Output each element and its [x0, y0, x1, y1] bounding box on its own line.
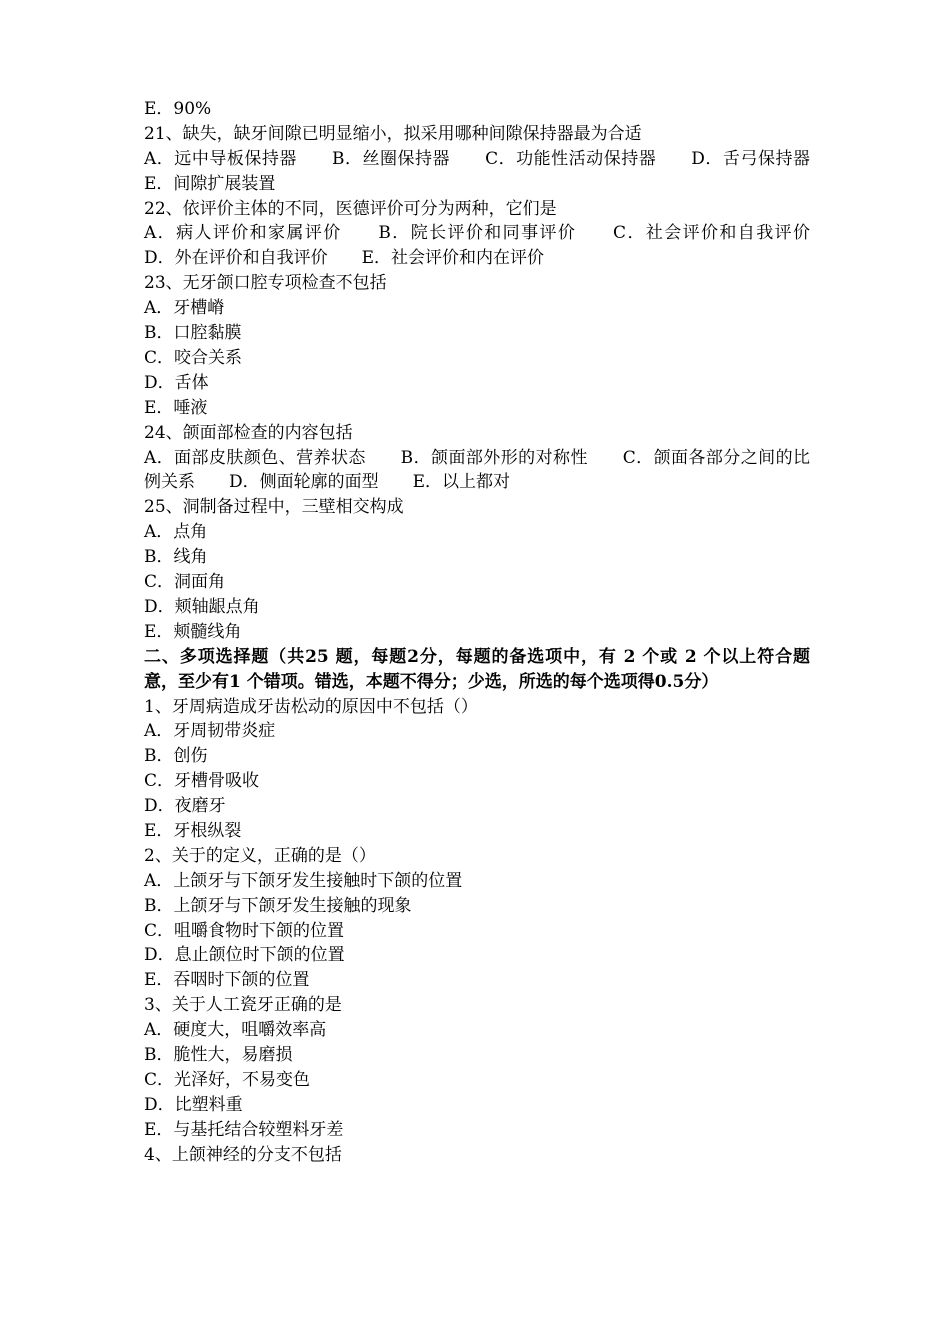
text-line: 2、关于的定义，正确的是（）	[144, 845, 376, 866]
option-paragraph: A．面部皮肤颜色、营养状态 B．颌面部外形的对称性 C．颌面各部分之间的比例关系 D．侧面轮廓的面型 E．以上都对	[144, 447, 810, 493]
text-line: A．上颌牙与下颌牙发生接触时下颌的位置	[144, 870, 463, 891]
text-line: D．息止颌位时下颌的位置	[144, 945, 345, 966]
text-line: 24、颌面部检查的内容包括	[144, 422, 353, 443]
text-line: 4、上颌神经的分支不包括	[144, 1144, 342, 1165]
section-heading: 二、多项选择题（共25 题，每题2分，每题的备选项中，有 2 个或 2 个以上符合题意，至少有1 个错项。错选，本题不得分；少选，所选的每个选项得0.5分）	[144, 646, 810, 692]
text-line: E．与基托结合较塑料牙差	[144, 1119, 344, 1140]
text-line: 22、依评价主体的不同，医德评价可分为两种，它们是	[144, 198, 557, 219]
text-line: B．创伤	[144, 746, 208, 767]
option-paragraph: A．病人评价和家属评价 B．院长评价和同事评价 C．社会评价和自我评价 D．外在评价和自我评价 E．社会评价和内在评价	[144, 223, 844, 269]
text-line: D．夜磨牙	[144, 796, 226, 817]
text-line: E．牙根纵裂	[144, 820, 242, 841]
text-line: C．牙槽骨吸收	[144, 771, 260, 792]
text-line: E．唾液	[144, 397, 208, 418]
text-line: 1、牙周病造成牙齿松动的原因中不包括（）	[144, 696, 478, 717]
text-line: C．咬合关系	[144, 347, 243, 368]
text-line: E．90%	[144, 99, 212, 119]
text-line: B．上颌牙与下颌牙发生接触的现象	[144, 895, 412, 916]
text-line: A．点角	[144, 522, 208, 543]
option-paragraph: A．远中导板保持器 B．丝圈保持器 C．功能性活动保持器 D．舌弓保持器 E．间隙扩展装置	[144, 148, 844, 194]
document-page	[144, 97, 844, 1167]
text-line: C．洞面角	[144, 572, 226, 593]
text-line: 23、无牙颌口腔专项检查不包括	[144, 273, 387, 294]
text-line: 21、缺失，缺牙间隙已明显缩小，拟采用哪种间隙保持器最为合适	[144, 123, 642, 144]
text-line: B．口腔黏膜	[144, 323, 242, 344]
text-line: E．颊髓线角	[144, 621, 242, 642]
text-line: A．牙槽嵴	[144, 298, 225, 319]
text-line: D．比塑料重	[144, 1094, 243, 1115]
text-line: B．脆性大，易磨损	[144, 1044, 293, 1065]
text-line: 25、洞制备过程中，三壁相交构成	[144, 497, 404, 518]
text-line: 3、关于人工瓷牙正确的是	[144, 995, 342, 1016]
text-line: A．硬度大，咀嚼效率高	[144, 1020, 327, 1041]
text-line: E．吞咽时下颌的位置	[144, 970, 310, 991]
text-line: D．颊轴龈点角	[144, 596, 260, 617]
text-line: C．咀嚼食物时下颌的位置	[144, 920, 345, 941]
text-line: A．牙周韧带炎症	[144, 721, 276, 742]
text-line: C．光泽好，不易变色	[144, 1069, 311, 1090]
text-line: D．舌体	[144, 372, 209, 393]
text-line: B．线角	[144, 547, 208, 568]
